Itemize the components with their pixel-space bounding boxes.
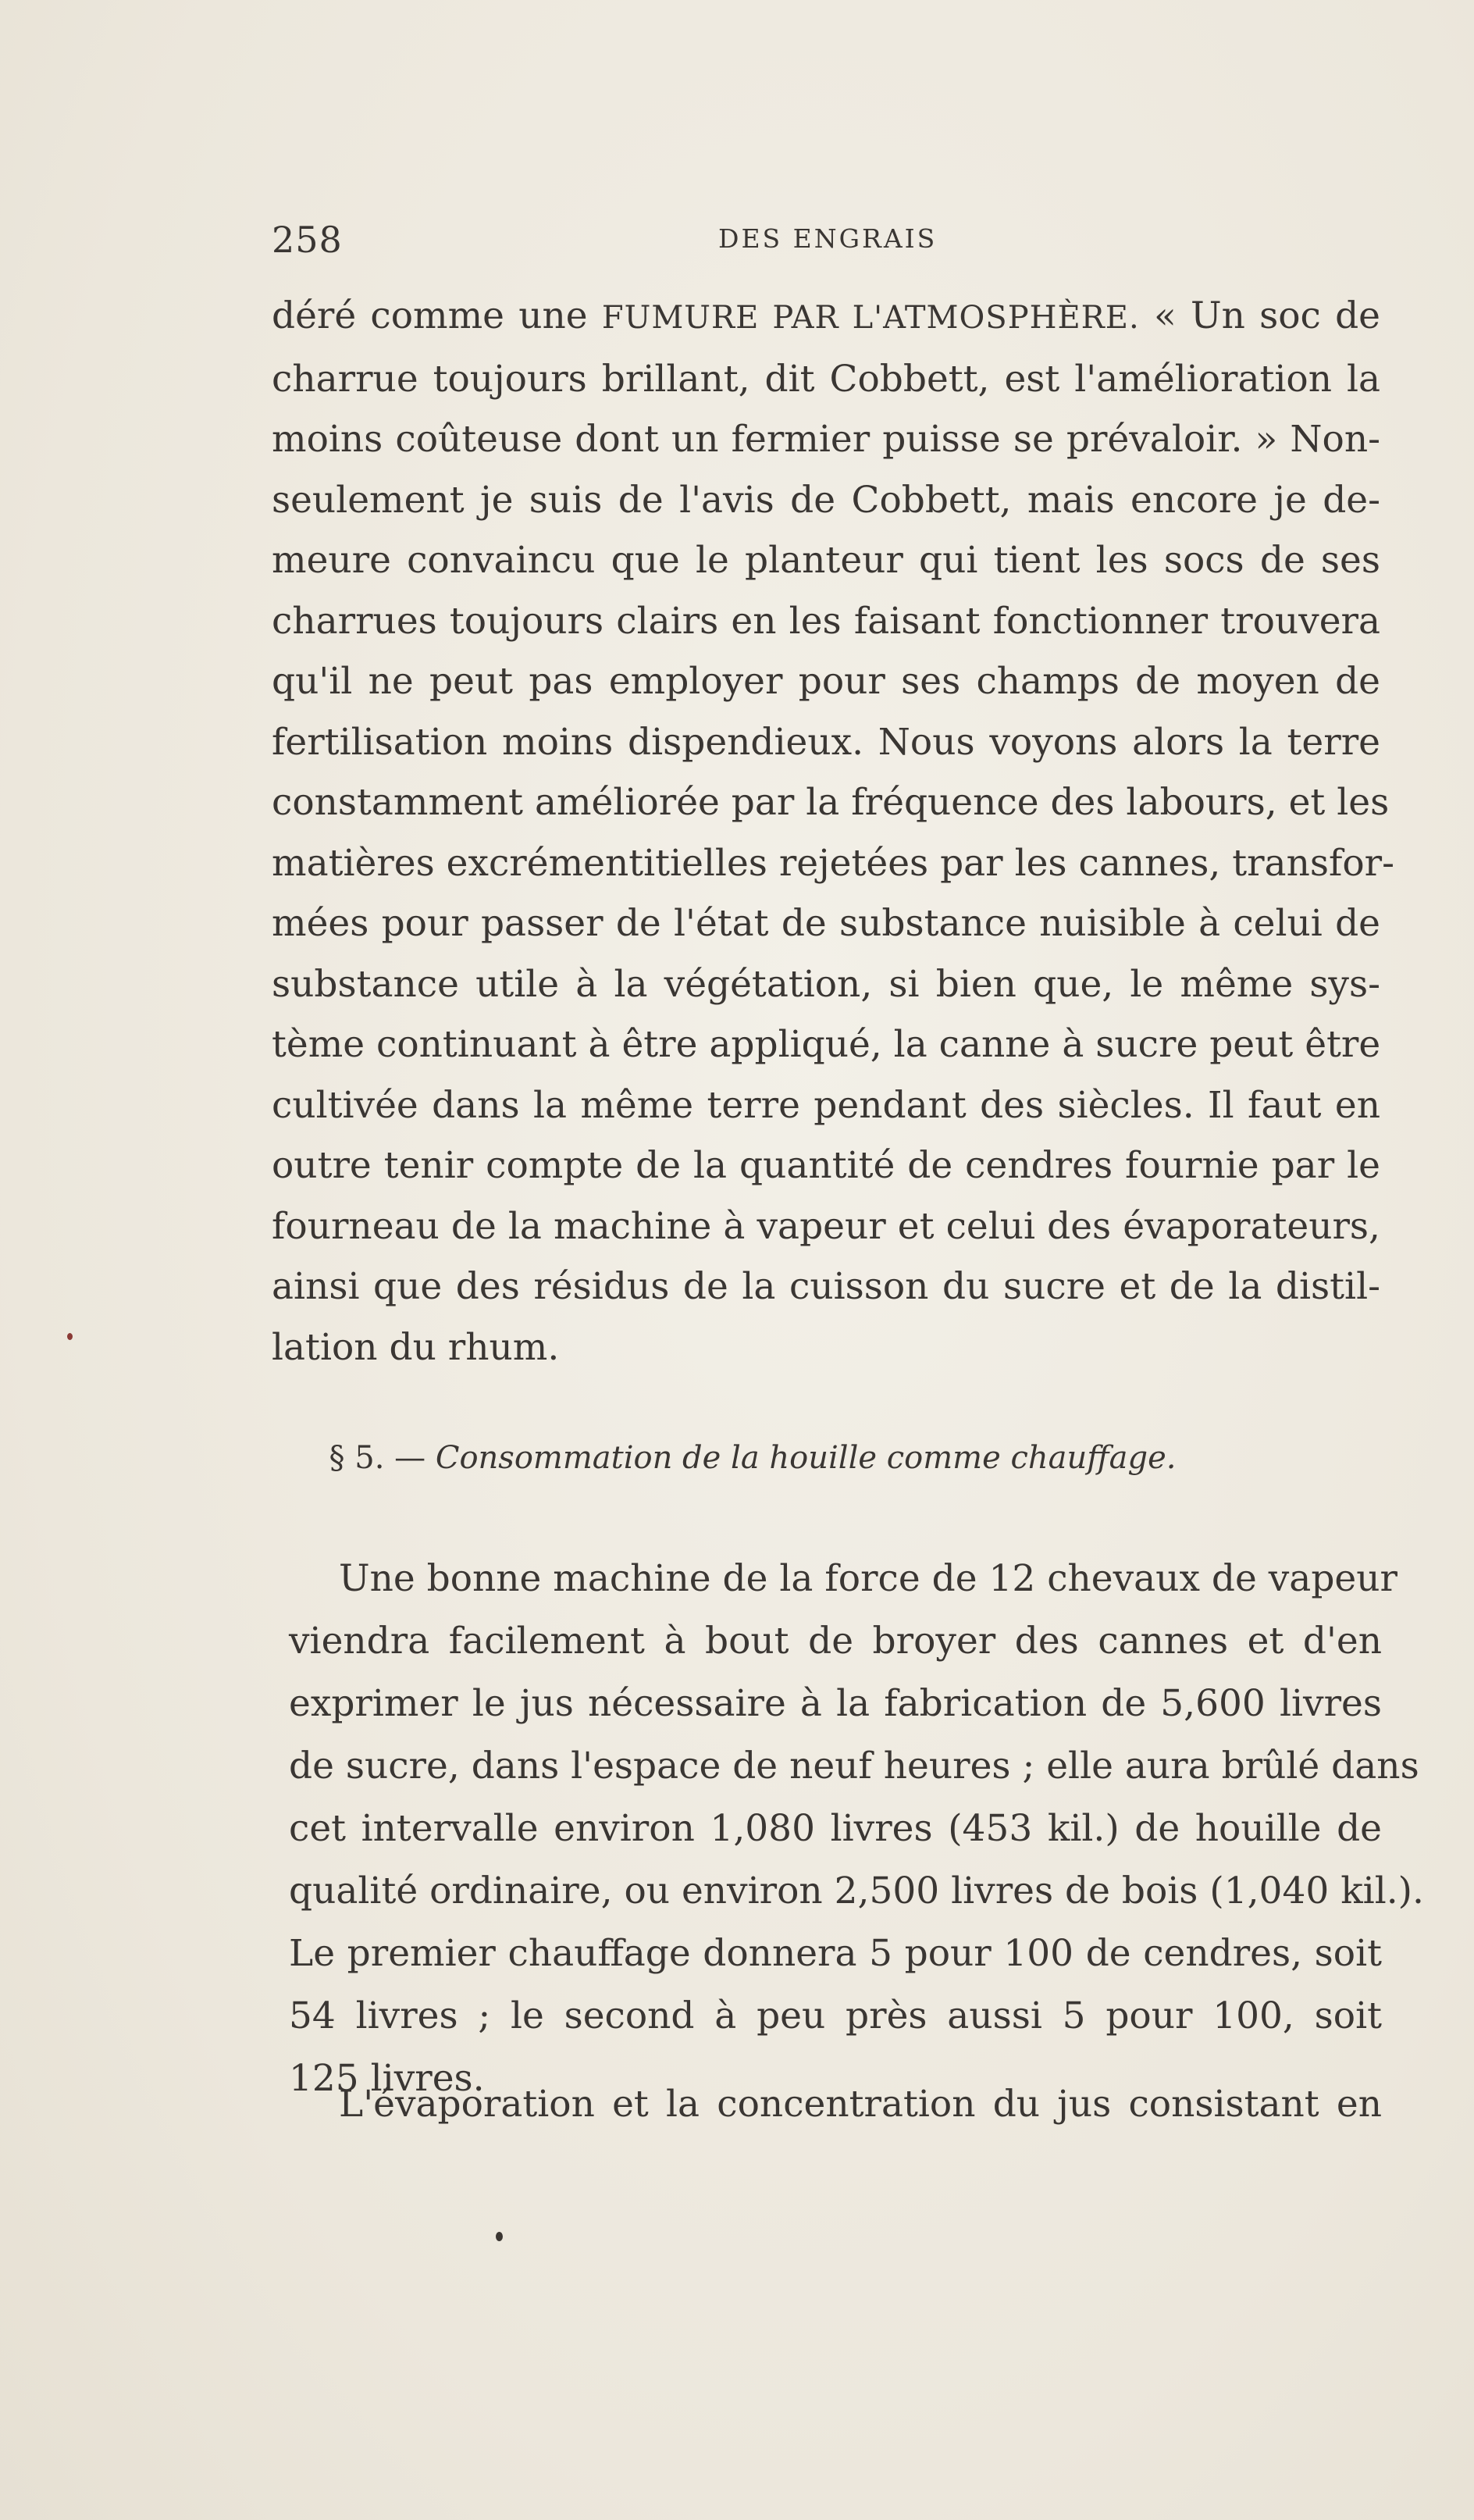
text-line: tème continuant à être appliqué, la canne à sucre peut être bbox=[272, 1023, 1381, 1066]
text-line: 125 livres. bbox=[289, 2057, 485, 2100]
text-line: matières excrémentitielles rejetées par les cannes, transfor- bbox=[272, 841, 1394, 885]
text-line: déré comme une FUMURE PAR L'ATMOSPHÈRE. « Un soc de bbox=[272, 294, 1380, 337]
page-number: 258 bbox=[272, 219, 343, 261]
section-dash: — bbox=[394, 1440, 426, 1476]
running-title: DES ENGRAIS bbox=[718, 223, 938, 254]
ink-speck bbox=[496, 2232, 503, 2241]
text-line: mées pour passer de l'état de substance nuisible à celui de bbox=[272, 902, 1380, 945]
small-caps-term: FUMURE PAR L'ATMOSPHÈRE. bbox=[601, 300, 1140, 336]
section-heading bbox=[0, 1440, 1474, 1476]
text-line: L'évaporation et la concentration du jus consistant en bbox=[339, 2083, 1382, 2126]
text-line: fourneau de la machine à vapeur et celui des évaporateurs, bbox=[272, 1204, 1380, 1248]
text-line: charrue toujours brillant, dit Cobbett, est l'amélioration la bbox=[272, 357, 1380, 401]
text-line: substance utile à la végétation, si bien que, le même sys- bbox=[272, 962, 1380, 1006]
text-line: qu'il ne peut pas employer pour ses champs de moyen de bbox=[272, 660, 1380, 703]
text-line: lation du rhum. bbox=[272, 1325, 560, 1369]
text-line: Une bonne machine de la force de 12 chevaux de vapeur bbox=[339, 1557, 1397, 1600]
text-line: Le premier chauffage donnera 5 pour 100 de cendres, soit bbox=[289, 1932, 1382, 1975]
text-line: outre tenir compte de la quantité de cendres fournie par le bbox=[272, 1144, 1380, 1187]
text-line: constamment améliorée par la fréquence des labours, et les bbox=[272, 781, 1390, 824]
text-line: de sucre, dans l'espace de neuf heures ; elle aura brûlé dans bbox=[289, 1745, 1419, 1788]
text-line: viendra facilement à bout de broyer des cannes et d'en bbox=[289, 1620, 1382, 1663]
paragraph-3 bbox=[289, 2073, 1382, 2136]
text-line: moins coûteuse dont un fermier puisse se prévaloir. » Non- bbox=[272, 418, 1380, 461]
text-line: meure convaincu que le planteur qui tient les socs de ses bbox=[272, 539, 1380, 582]
text-line: cet intervalle environ 1,080 livres (453 kil.) de houille de bbox=[289, 1807, 1382, 1850]
text-line: charrues toujours clairs en les faisant fonctionner trouvera bbox=[272, 599, 1380, 643]
running-head bbox=[265, 212, 1374, 267]
section-title: Consommation de la houille comme chauffage. bbox=[435, 1440, 1177, 1476]
text-line: qualité ordinaire, ou environ 2,500 livres de bois (1,040 kil.). bbox=[289, 1870, 1424, 1912]
text-line: cultivée dans la même terre pendant des siècles. Il faut en bbox=[272, 1083, 1380, 1127]
text-line: 54 livres ; le second à peu près aussi 5 pour 100, soit bbox=[289, 1994, 1382, 2037]
text-line: exprimer le jus nécessaire à la fabrication de 5,600 livres bbox=[289, 1682, 1382, 1725]
paragraph-2 bbox=[289, 1548, 1424, 2110]
text-line: seulement je suis de l'avis de Cobbett, mais encore je de- bbox=[272, 478, 1380, 522]
section-number: § 5. bbox=[329, 1440, 385, 1476]
text-line: fertilisation moins dispendieux. Nous voyons alors la terre bbox=[272, 720, 1380, 764]
text-line: ainsi que des résidus de la cuisson du sucre et de la distil- bbox=[272, 1265, 1380, 1308]
paragraph-1 bbox=[272, 286, 1394, 1378]
paper-speck bbox=[67, 1333, 73, 1340]
